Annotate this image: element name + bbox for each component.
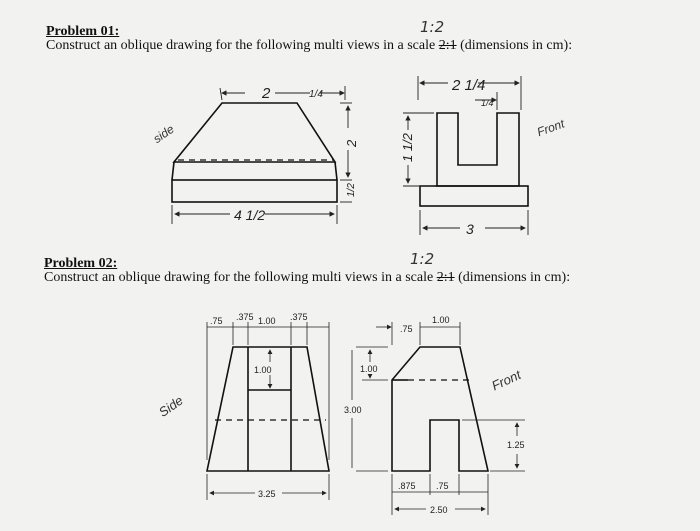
p1-side-edge-right [335,162,337,180]
p2-front-dim-left-100: 1.00 [360,364,378,374]
p1-side-edge-left [172,162,174,180]
p2-side-dims [207,322,329,500]
p1-front-dims [403,76,528,235]
problem1-description-post: (dimensions in cm): [460,38,573,53]
p1-dim-base-width: 4 1/2 [234,207,266,223]
problem2-title: Problem 02: [44,256,118,271]
p1-dim-height-upper: 2 [344,139,359,147]
problem2-scale-note: 1:2 [410,250,435,268]
p1-dim-front-notch: 1/4 [481,98,494,108]
p1-front-base [420,186,528,206]
p1-front-label: Front [535,116,567,140]
p1-dim-height-base: 1/2 [346,183,357,197]
p1-front-view [420,113,528,206]
p1-side-trapezoid [174,103,335,162]
p2-front-dim-125: 1.25 [507,440,525,450]
p1-dim-top-width: 2 [262,85,271,102]
problem1-title: Problem 01: [46,24,120,39]
problem2-description-pre: Construct an oblique drawing for the following multi views in a scale [44,270,434,285]
p1-side-view [172,103,337,202]
problem1-description-pre: Construct an oblique drawing for the following multi views in a scale [46,38,436,53]
p1-dim-front-top-width: 2 1/4 [452,77,486,94]
p1-side-label: side [150,121,177,146]
p2-front-dim-300: 3.00 [344,405,362,415]
p1-dim-front-height: 1 1/2 [400,133,415,162]
p2-front-dim-100: 1.00 [432,315,450,325]
p2-dim-inner-100: 1.00 [254,365,272,375]
p2-dim-100: 1.00 [258,316,276,326]
p2-front-view [392,347,488,471]
p1-dim-front-base-width: 3 [466,221,474,237]
p1-side-dims [172,86,352,224]
p1-front-u-shape [437,113,519,186]
p2-front-dim-875: .875 [398,481,416,491]
p2-front-label: Front [489,366,524,394]
problem2-description-post: (dimensions in cm): [458,270,571,285]
p2-front-dim-75: .75 [400,324,413,334]
p2-dim-375a: .375 [236,312,254,322]
p2-dim-325: 3.25 [258,489,276,499]
p1-side-base [172,180,337,202]
p2-dim-75: .75 [210,316,223,326]
p2-front-outline [392,347,488,471]
p1-dim-top-offset: 1/4 [309,89,323,100]
problem1-scale-note: 1:2 [420,18,445,36]
p2-dim-375b: .375 [290,312,308,322]
problem1-description-struck: 2:1 [438,38,457,53]
p2-side-label: Side [155,392,186,420]
p2-front-dim-75b: .75 [436,481,449,491]
p2-front-dim-250: 2.50 [430,505,448,515]
problem2-description-struck: 2:1 [436,270,455,285]
